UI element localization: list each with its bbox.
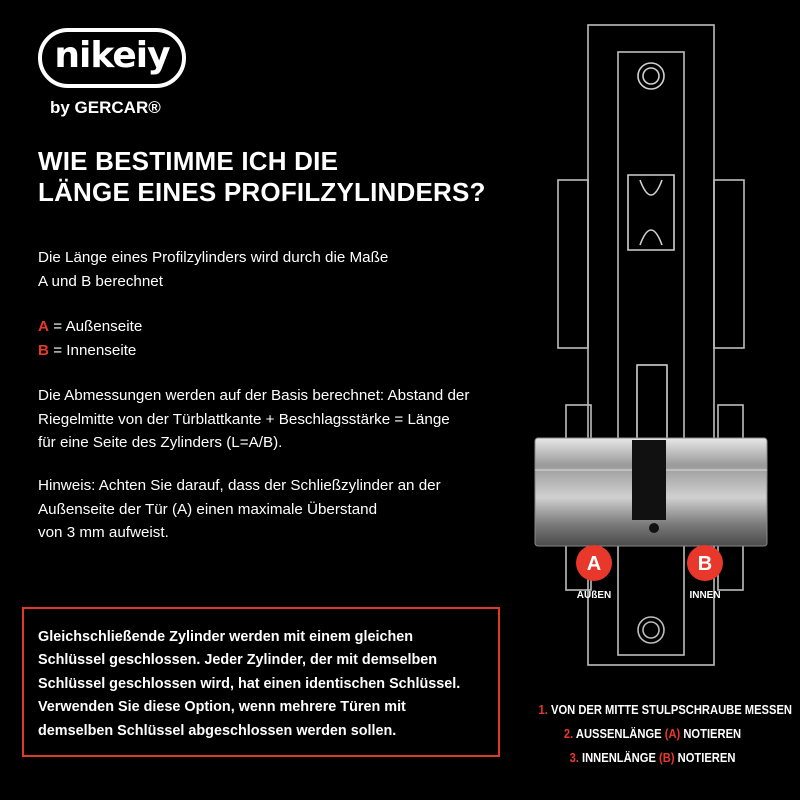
hint-paragraph	[38, 474, 538, 545]
calc-line-2: Riegelmitte von der Türblattkante + Beschlagsstärke = Länge	[38, 410, 450, 428]
step-1-text: VON DER MITTE STULPSCHRAUBE MESSEN	[547, 702, 792, 717]
hint-line-3: von 3 mm aufweist.	[38, 524, 169, 541]
legend-a-letter: A	[38, 318, 49, 335]
hint-line-2: Außenseite der Tür (A) einen maximale Überstand	[38, 500, 378, 518]
brand-logo	[38, 28, 186, 88]
logo-wordmark: nikeiy	[54, 35, 170, 76]
step-2-number: 2.	[563, 726, 574, 741]
lock-diagram	[515, 20, 785, 680]
calc-line-3: für eine Seite des Zylinders (L=A/B).	[38, 434, 283, 451]
step-3-post: NOTIEREN	[674, 750, 736, 765]
intro-line-1: Die Länge eines Profilzylinders wird durch die Maße	[38, 249, 389, 266]
calculation-paragraph	[38, 384, 538, 455]
marker-a-label: AUßEN	[576, 590, 612, 601]
legend-a	[38, 315, 538, 339]
screw-top-icon	[638, 63, 664, 89]
legend-b-text: = Innenseite	[48, 341, 137, 359]
notice-line-1: Gleichschließende Zylinder werden mit einem gleichen	[38, 629, 414, 645]
screw-bottom-icon	[638, 617, 664, 643]
intro-paragraph	[38, 246, 538, 293]
title-line-1: WIE BESTIMME ICH DIE	[38, 146, 339, 176]
measurement-steps	[538, 698, 792, 770]
side-legend	[38, 315, 538, 362]
step-2	[539, 722, 767, 746]
marker-b	[687, 545, 723, 601]
calc-line-1: Die Abmessungen werden auf der Basis berechnet: Abstand der	[38, 387, 470, 404]
step-3-number: 3.	[569, 750, 579, 765]
notice-line-2: Schlüssel geschlossen. Jeder Zylinder, der mit demselben	[38, 652, 438, 669]
notice-line-4: Verwenden Sie diese Option, wenn mehrere Türen mit	[38, 699, 406, 716]
marker-a	[576, 545, 612, 601]
step-2-pre: AUSSENLÄNGE	[573, 726, 665, 741]
marker-a-letter: A	[586, 553, 602, 575]
legend-b	[38, 339, 538, 363]
step-1-number: 1.	[538, 702, 548, 717]
marker-b-letter: B	[697, 553, 713, 575]
legend-a-text: = Außenseite	[48, 318, 143, 335]
hint-line-1: Hinweis: Achten Sie darauf, dass der Schließzylinder an der	[38, 477, 441, 494]
keyed-alike-notice	[22, 607, 500, 757]
intro-line-2: A und B berechnet	[38, 272, 163, 290]
marker-b-label: INNEN	[689, 590, 721, 601]
step-3-highlight: (B)	[659, 750, 675, 765]
brand-byline: by GERCAR®	[50, 98, 161, 117]
title-line-2: LÄNGE EINES PROFILZYLINDERS?	[38, 177, 486, 207]
notice-line-3: Schlüssel geschlossen wird, hat einen identischen Schlüssel.	[38, 675, 461, 692]
step-3-pre: INNENLÄNGE	[578, 750, 660, 765]
cylinder-icon	[535, 438, 767, 546]
step-2-post: NOTIEREN	[680, 726, 742, 741]
step-1	[538, 698, 792, 722]
latch-icon	[628, 175, 674, 250]
step-2-highlight: (A)	[664, 726, 681, 741]
page-title	[38, 146, 486, 208]
notice-line-5: demselben Schlüssel abgeschlossen werden sollen.	[38, 722, 397, 739]
step-3	[539, 746, 767, 770]
legend-b-letter: B	[38, 341, 49, 359]
